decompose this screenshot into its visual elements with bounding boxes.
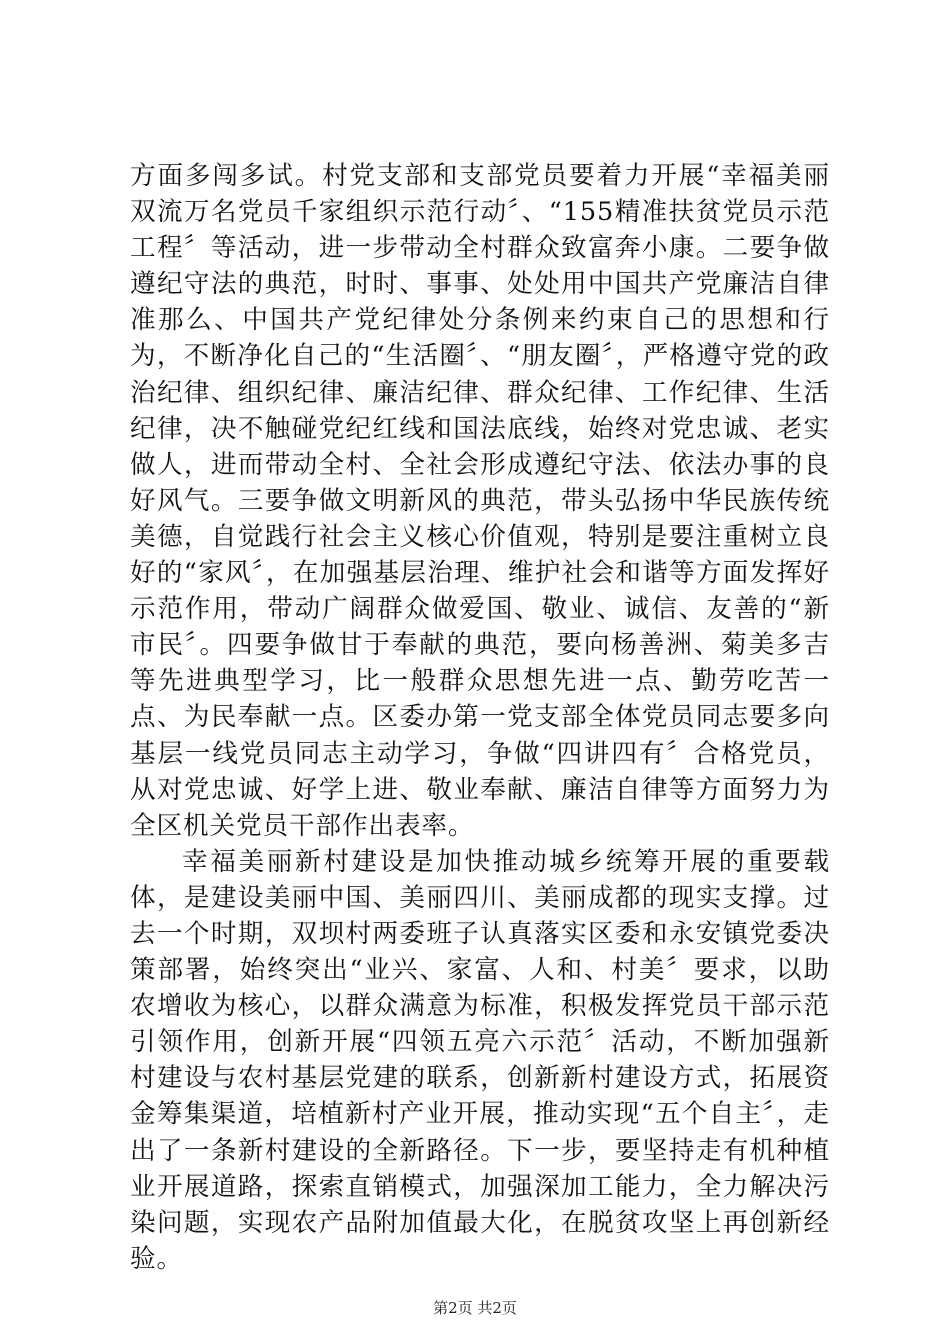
page-number-footer: 第2页 共2页 xyxy=(433,1299,517,1317)
paragraph-new-village: 幸福美丽新村建设是加快推动城乡统筹开展的重要载体，是建设美丽中国、美丽四川、美丽成都的现实支撑。过去一个时期，双坝村两委班子认真落实区委和永安镇党委决策部署，始终突出“业兴、家富、人和、村美〞要求，以助农增收为核心，以群众满意为标准，积极发挥党员干部示范引领作用，创新开展“四领五亮六示范〞活动，不断加强新村建设与农村基层党建的联系，创新新村建设方式，拓展资金筹集渠道，培植新村产业开展，推动实现“五个自主〞，走出了一条新村建设的全新路径。下一步，要坚持走有机种植业开展道路，探索直销模式，加强深加工能力，全力解决污染问题，实现农产品附加值最大化，在脱贫攻坚上再创新经验。 xyxy=(130,846,830,1274)
document-body xyxy=(130,158,830,1277)
paragraph-continued: 方面多闯多试。村党支部和支部党员要着力开展“幸福美丽双流万名党员千家组织示范行动〞、“155精准扶贫党员示范工程〞等活动，进一步带动全村群众致富奔小康。二要争做遵纪守法的典范，时时、事事、处处用中国共产党廉洁自律准那么、中国共产党纪律处分条例来约束自己的思想和行为，不断净化自己的“生活圈〞、“朋友圈〞，严格遵守党的政治纪律、组织纪律、廉洁纪律、群众纪律、工作纪律、生活纪律，决不触碰党纪红线和国法底线，始终对党忠诚、老实做人，进而带动全村、全社会形成遵纪守法、依法办事的良好风气。三要争做文明新风的典范，带头弘扬中华民族传统美德，自觉践行社会主义核心价值观，特别是要注重树立良好的“家风〞，在加强基层治理、维护社会和谐等方面发挥好示范作用，带动广阔群众做爱国、敬业、诚信、友善的“新市民〞。四要争做甘于奉献的典范，要向杨善洲、菊美多吉等先进典型学习，比一般群众思想先进一点、勤劳吃苦一点、为民奉献一点。区委办第一党支部全体党员同志要多向基层一线党员同志主动学习，争做“四讲四有〞合格党员，从对党忠诚、好学上进、敬业奉献、廉洁自律等方面努力为全区机关党员干部作出表率。 xyxy=(130,161,830,841)
